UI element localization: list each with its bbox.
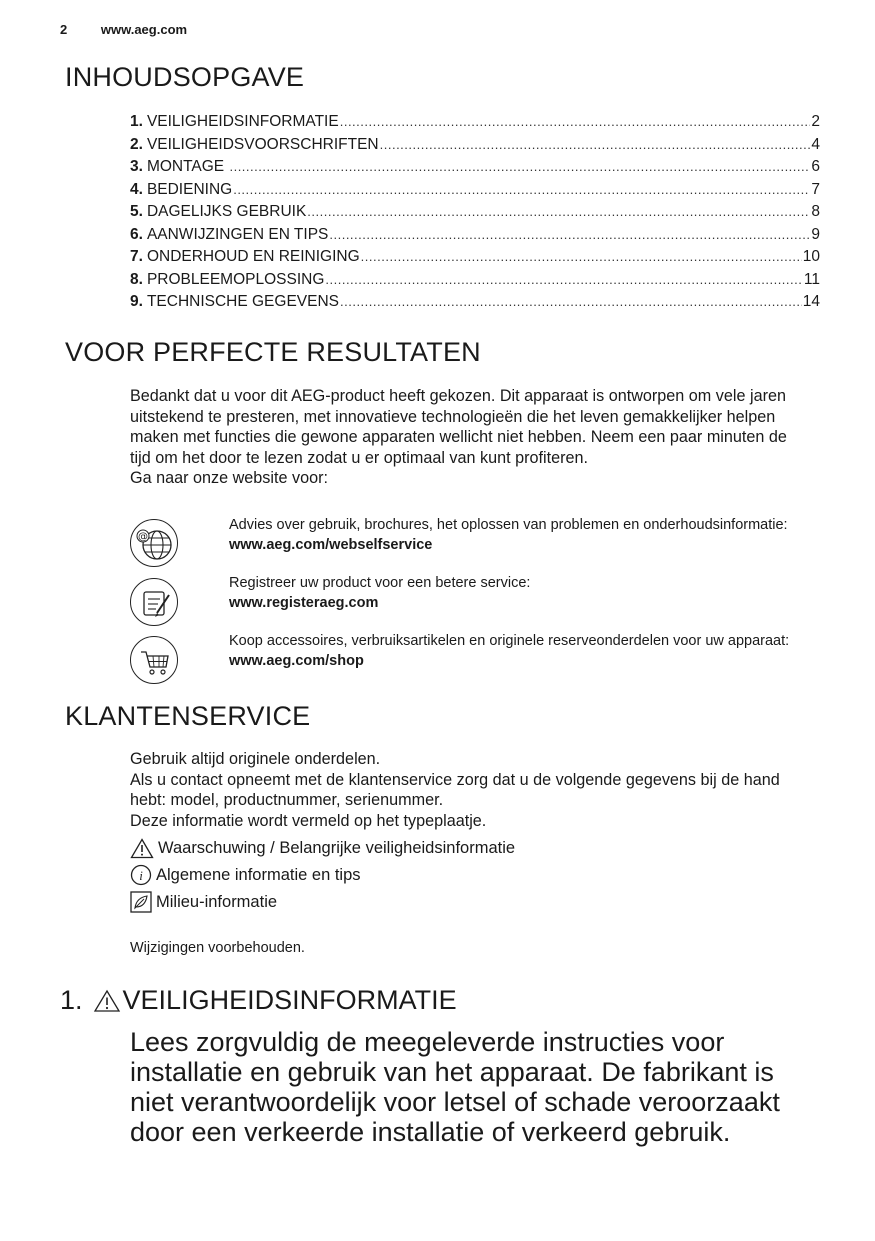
legend-environment: Milieu-informatie	[130, 891, 277, 913]
results-intro-block	[130, 386, 790, 489]
section-1-title	[60, 985, 457, 1016]
link-webselfservice[interactable]: www.aeg.com/webselfservice	[229, 536, 433, 553]
info-webselfservice: Advies over gebruik, brochures, het oplossen van problemen en onderhoudsinformatie: www.aeg.com/webselfservice	[229, 516, 829, 555]
info-shop: Koop accessoires, verbruiksartikelen en originele reserveonderdelen voor uw apparaat: www.aeg.com/shop	[229, 632, 829, 671]
toc-item[interactable]: 8. PROBLEEMOPLOSSING ..... 11	[130, 269, 820, 292]
section-1-number: 1.	[60, 985, 83, 1015]
toc-item[interactable]: 5. DAGELIJKS GEBRUIK ..... 8	[130, 201, 820, 224]
page-header	[60, 22, 187, 37]
link-shop[interactable]: www.aeg.com/shop	[229, 652, 364, 669]
legend-warning: Waarschuwing / Belangrijke veiligheidsinformatie	[130, 837, 515, 859]
service-text-block	[130, 749, 790, 831]
toc-item[interactable]: 9. TECHNISCHE GEGEVENS ..... 14	[130, 291, 820, 314]
legend-info: i Algemene informatie en tips	[130, 864, 361, 886]
warning-triangle-icon	[93, 989, 121, 1013]
toc-item[interactable]: 1. VEILIGHEIDSINFORMATIE ..... 2	[130, 111, 820, 134]
service-line-2: Als u contact opneemt met de klantenservice zorg dat u de volgende gegevens bij de hand hebt: model, productnummer, serienummer.	[130, 770, 780, 810]
shopping-cart-icon	[130, 636, 178, 684]
svg-text:@: @	[138, 531, 148, 543]
table-of-contents	[130, 111, 820, 314]
toc-title: INHOUDSOPGAVE	[65, 62, 305, 92]
info-register: Registreer uw product voor een betere service: www.registeraeg.com	[229, 574, 829, 613]
section-1-lead: Lees zorgvuldig de meegeleverde instructies voor installatie en gebruik van het apparaat. De fabrikant is niet verantwoordelijk voor letsel of schade veroorzaakt door een verkeerde installatie of verkeerd gebruik.	[130, 1027, 780, 1147]
results-visit: Ga naar onze website voor:	[130, 469, 328, 488]
info-circle-icon	[130, 864, 152, 886]
web-globe-icon	[130, 519, 178, 567]
page-number: 2	[60, 22, 68, 37]
link-register[interactable]: www.registeraeg.com	[229, 594, 379, 611]
register-notepad-icon	[130, 578, 178, 626]
service-line-3: Deze informatie wordt vermeld op het typeplaatje.	[130, 811, 487, 830]
svg-text:i: i	[139, 868, 143, 883]
section-1-heading: VEILIGHEIDSINFORMATIE	[122, 985, 457, 1015]
toc-item[interactable]: 7. ONDERHOUD EN REINIGING ..... 10	[130, 246, 820, 269]
warning-triangle-icon	[130, 838, 154, 859]
toc-item[interactable]: 3. MONTAGE ..... 6	[130, 156, 820, 179]
header-url[interactable]: www.aeg.com	[100, 22, 188, 37]
service-line-1: Gebruik altijd originele onderdelen.	[130, 750, 381, 768]
toc-item[interactable]: 6. AANWIJZINGEN EN TIPS ..... 9	[130, 224, 820, 247]
leaf-environment-icon	[130, 891, 152, 913]
results-intro: Bedankt dat u voor dit AEG-product heeft gekozen. Dit apparaat is ontworpen om vele jaren uitstekend te presteren, met innovatieve technologieën die het leven gemakkelijker helpen maken met functies die gewone apparaten wellicht niet hebben. Neem een paar minuten de tijd om het door te lezen zodat u er optimaal van kunt profiteren.	[130, 387, 787, 467]
changes-notice: Wijzigingen voorbehouden.	[130, 940, 305, 956]
toc-item[interactable]: 4. BEDIENING ..... 7	[130, 179, 820, 202]
toc-item[interactable]: 2. VEILIGHEIDSVOORSCHRIFTEN ..... 4	[130, 134, 820, 157]
service-title: KLANTENSERVICE	[65, 701, 311, 731]
results-title: VOOR PERFECTE RESULTATEN	[65, 337, 481, 367]
